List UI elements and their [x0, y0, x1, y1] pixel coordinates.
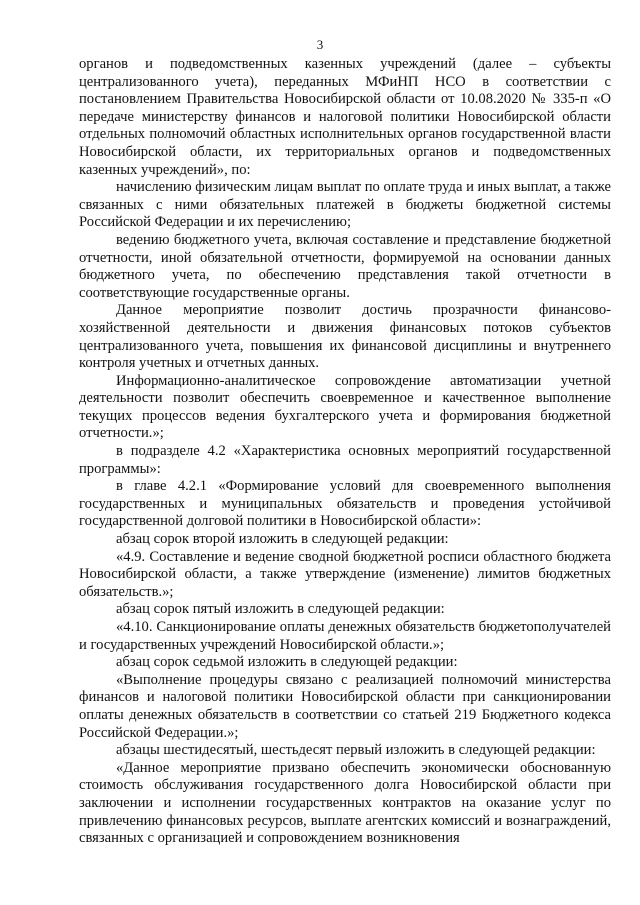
- paragraph: Данное мероприятие позволит достичь прозрачности финансово-хозяйственной деятельности и движения финансовых потоков субъектов централизованного учета, повышения их финансовой дисциплины и внутреннего контроля учетных и отчетных данных.: [79, 302, 611, 372]
- paragraph: «Данное мероприятие призвано обеспечить экономически обоснованную стоимость обслуживания государственного долга Новосибирской области при заключении и исполнении государственных контрактов на оказание услуг по привлечению финансовых ресурсов, выплате агентских комиссий и вознаграждений, связанных с организацией и сопровождением возникновения: [79, 759, 611, 847]
- paragraph: «4.10. Санкционирование оплаты денежных обязательств бюджетополучателей и государственных учреждений Новосибирской области.»;: [79, 619, 611, 653]
- paragraph: в подразделе 4.2 «Характеристика основных мероприятий государственной программы»:: [79, 443, 611, 477]
- paragraph: абзац сорок седьмой изложить в следующей редакции:: [116, 654, 458, 671]
- paragraph: начислению физическим лицам выплат по оплате труда и иных выплат, а также связанных с ними обязательных платежей в бюджеты бюджетной системы Российской Федерации и их перечислению;: [79, 179, 611, 231]
- paragraph: органов и подведомственных казенных учреждений (далее – субъекты централизованного учета), переданных МФиНП НСО в соответствии с постановлением Правительства Новосибирской области от 10.08.2020 № 335-п «О передаче министерству финансов и налоговой политики Новосибирской области отдельных полномочий областных исполнительных органов государственной власти Новосибирской области, их территориальных органов и подведомственных казенных учреждений», по:: [79, 56, 611, 178]
- paragraph: ведению бюджетного учета, включая составление и представление бюджетной отчетности, иной обязательной отчетности, формируемой на основании данных бюджетного учета, по обеспечению представления такой отчетности в соответствующие государственные органы.: [79, 231, 611, 301]
- paragraph: абзац сорок пятый изложить в следующей редакции:: [116, 601, 445, 618]
- paragraph: «4.9. Составление и ведение сводной бюджетной росписи областного бюджета Новосибирской области, а также утверждение (изменение) лимитов бюджетных обязательств.»;: [79, 548, 611, 600]
- page-number: 3: [316, 37, 324, 52]
- paragraph: Информационно-аналитическое сопровождение автоматизации учетной деятельности позволит обеспечить своевременное и качественное выполнение текущих процессов ведения бухгалтерского учета и формирования бюджетной отчетности.»;: [79, 372, 611, 442]
- paragraph: абзацы шестидесятый, шестьдесят первый изложить в следующей редакции:: [116, 742, 596, 759]
- paragraph: абзац сорок второй изложить в следующей редакции:: [116, 531, 449, 548]
- paragraph: в главе 4.2.1 «Формирование условий для своевременного выполнения государственных и муниципальных обязательств и проведения устойчивой государственной долговой политики в Новосибирской области»:: [79, 478, 611, 530]
- paragraph: «Выполнение процедуры связано с реализацией полномочий министерства финансов и налоговой политики Новосибирской области при санкционировании оплаты денежных обязательств в соответствии со статьей 219 Бюджетного кодекса Российской Федерации.»;: [79, 671, 611, 741]
- document-body: [79, 56, 611, 848]
